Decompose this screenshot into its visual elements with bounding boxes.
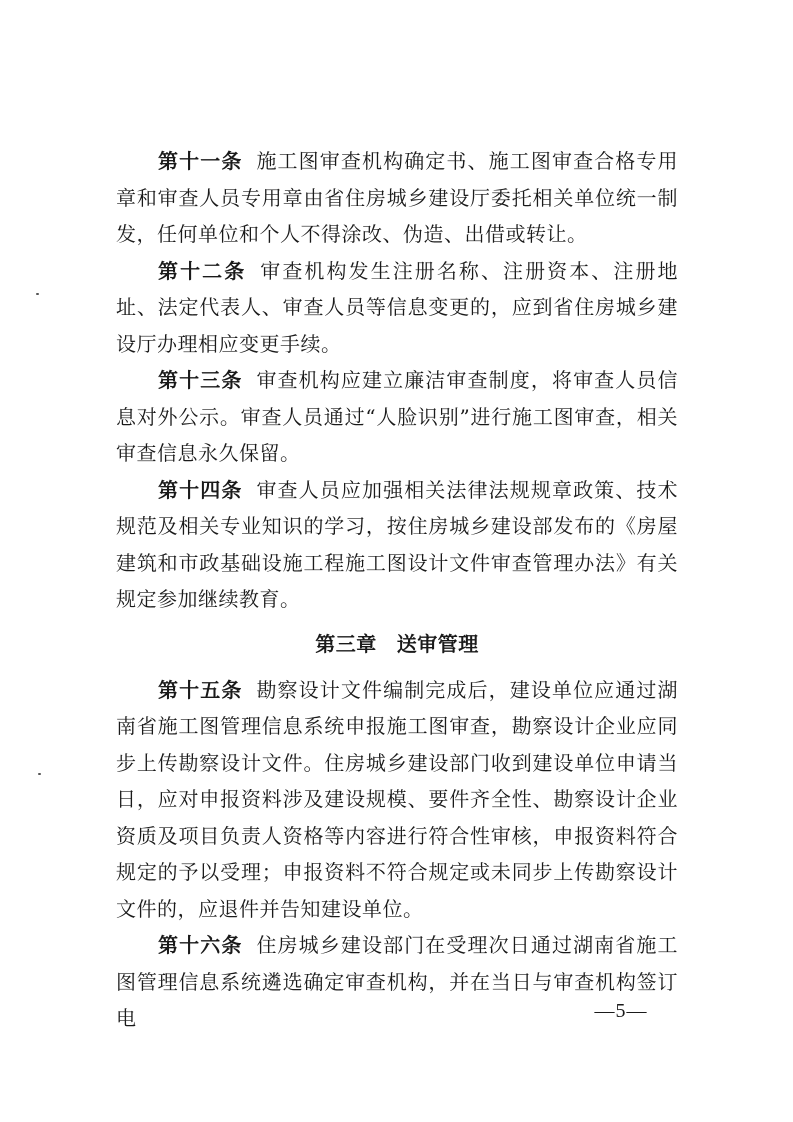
- article-label: 第十二条: [158, 258, 247, 283]
- chapter-number: 第三章: [315, 631, 377, 656]
- scan-speck: [38, 773, 41, 775]
- article-label: 第十五条: [158, 677, 243, 702]
- article-11: [116, 143, 678, 253]
- article-text: 审查机构应建立廉洁审查制度，将审查人员信息对外公示。审查人员通过“人脸识别”进行施工图审查，相关审查信息永久保留。: [116, 368, 679, 465]
- article-text: 审查机构发生注册名称、注册资本、注册地址、法定代表人、审查人员等信息变更的，应到省住房城乡建设厅办理相应变更手续。: [116, 258, 679, 356]
- article-text: 勘察设计文件编制完成后，建设单位应通过湖南省施工图管理信息系统申报施工图审查，勘察设计企业应同步上传勘察设计文件。住房城乡建设部门收到建设单位申请当日，应对申报资料涉及建设规模、要件齐全性、勘察设计企业资质及项目负责人资格等内容进行符合性审核，申报资料符合规定的予以受理；申报资料不符合规定或未同步上传勘察设计文件的，应退件并告知建设单位。: [116, 677, 679, 921]
- scan-speck: [36, 293, 39, 295]
- article-label: 第十三条: [158, 368, 243, 392]
- chapter-heading: [116, 626, 678, 662]
- article-14: [116, 472, 678, 618]
- page-content: [116, 143, 678, 1037]
- article-13: [116, 362, 678, 472]
- article-text: 住房城乡建设部门在受理次日通过湖南省施工图管理信息系统遴选确定审查机构，并在当日与审查机构签订电: [116, 933, 679, 1030]
- page-number: —5—: [594, 1000, 648, 1022]
- article-text: 施工图审查机构确定书、施工图审查合格专用章和审查人员专用章由省住房城乡建设厅委托相关单位统一制发，任何单位和个人不得涂改、伪造、出借或转让。: [116, 149, 679, 246]
- article-label: 第十四条: [158, 477, 243, 502]
- article-15: [116, 672, 678, 928]
- chapter-title: 送审管理: [396, 631, 479, 656]
- article-label: 第十一条: [158, 149, 243, 173]
- article-label: 第十六条: [158, 933, 243, 957]
- article-text: 审查人员应加强相关法律法规规章政策、技术规范及相关专业知识的学习，按住房城乡建设部发布的《房屋建筑和市政基础设施工程施工图设计文件审查管理办法》有关规定参加继续教育。: [116, 477, 679, 611]
- article-12: [116, 253, 678, 363]
